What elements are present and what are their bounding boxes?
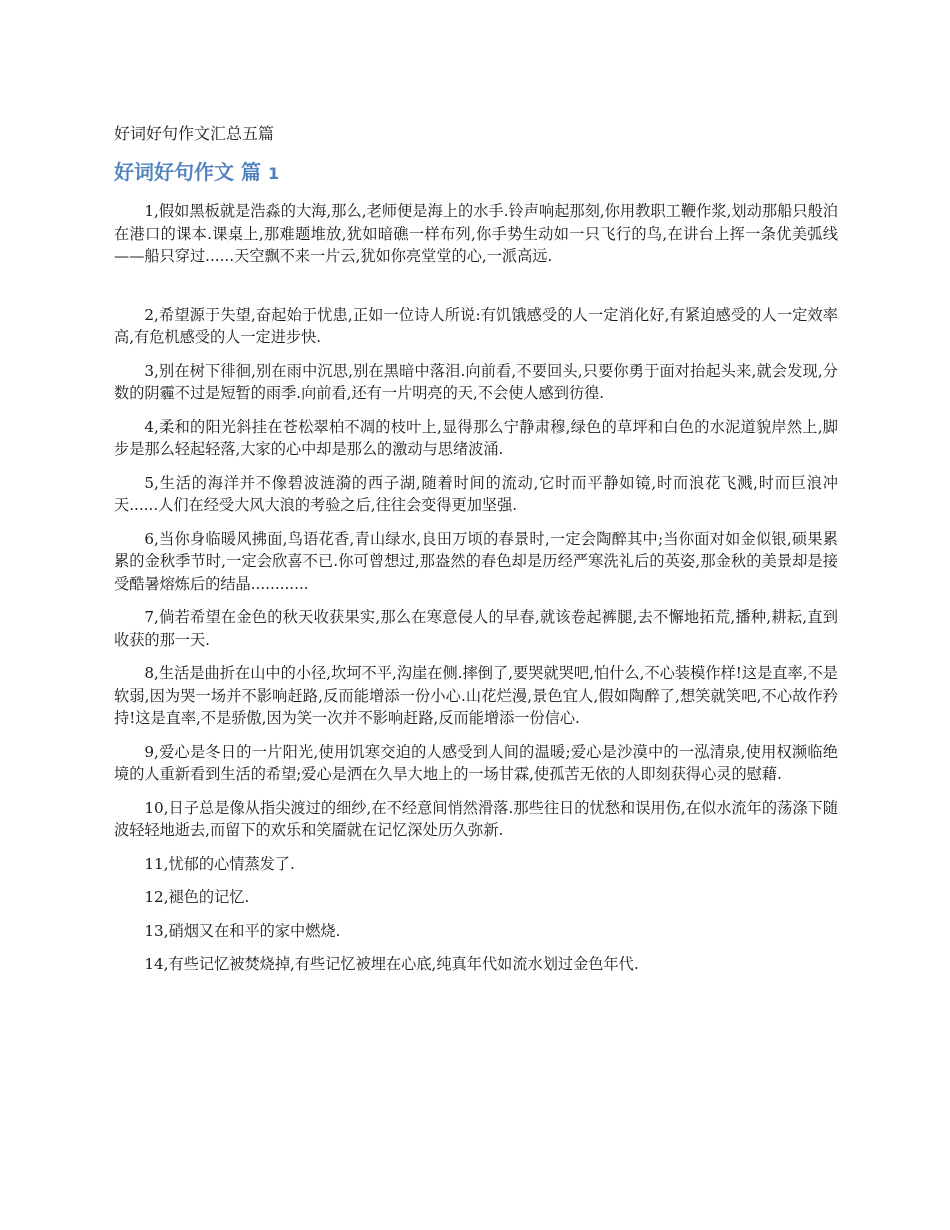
paragraph: 10,日子总是像从指尖渡过的细纱,在不经意间悄然滑落.那些往日的忧愁和误用伤,在似水流年的荡涤下随波轻轻地逝去,而留下的欢乐和笑靥就在记忆深处历久弥新. [114,798,838,839]
paragraph: 5,生活的海洋并不像碧波涟漪的西子湖,随着时间的流动,它时而平静如镜,时而浪花飞溅,时而巨浪冲天......人们在经受大风大浪的考验之后,往往会变得更加坚强. [114,473,838,514]
paragraph: 8,生活是曲折在山中的小径,坎坷不平,沟崖在侧.摔倒了,要哭就哭吧,怕什么,不心装模作样!这是直率,不是软弱,因为哭一场并不影响赶路,反而能增添一份小心.山花烂漫,景色宜人,假如陶醉了,想笑就笑吧,不心故作矜持!这是直率,不是骄傲,因为笑一次并不影响赶路,反而能增添一份信心. [114,664,838,727]
paragraph: 13,硝烟又在和平的家中燃烧. [144,921,341,940]
paragraph: 11,忧郁的心情蒸发了. [144,854,295,873]
document-title: 好词好句作文汇总五篇 [114,124,275,143]
paragraph: 9,爱心是冬日的一片阳光,使用饥寒交迫的人感受到人间的温暖;爱心是沙漠中的一泓清泉,使用权濒临绝境的人重新看到生活的希望;爱心是洒在久旱大地上的一场甘霖,使孤苦无依的人即刻获得心灵的慰藉. [114,742,838,783]
paragraph: 6,当你身临暖风拂面,鸟语花香,青山绿水,良田万顷的春景时,一定会陶醉其中;当你面对如金似银,硕果累累的金秋季节时,一定会欣喜不已.你可曾想过,那盎然的春色却是历经严寒洗礼后的英姿,那金秋的美景却是接受酷暑熔炼后的结晶............ [114,529,838,593]
paragraph: 1,假如黑板就是浩淼的大海,那么,老师便是海上的水手.铃声响起那刻,你用教职工鞭作浆,划动那船只般泊在港口的课本.课桌上,那难题堆放,犹如暗礁一样布列,你手势生动如一只飞行的鸟,在讲台上挥一条优美弧线——船只穿过......天空飘不来一片云,犹如你亮堂堂的心,一派高远. [114,202,838,265]
paragraph: 4,柔和的阳光斜挂在苍松翠柏不凋的枝叶上,显得那么宁静肃穆,绿色的草坪和白色的水泥道貌岸然上,脚步是那么轻起轻落,大家的心中却是那么的激动与思绪波涌. [114,417,838,458]
paragraph: 7,倘若希望在金色的秋天收获果实,那么在寒意侵人的早春,就该卷起裤腿,去不懈地拓荒,播种,耕耘,直到收获的那一天. [114,608,838,649]
section-heading-number: 1 [267,164,280,183]
paragraph: 14,有些记忆被焚烧掉,有些记忆被埋在心底,纯真年代如流水划过金色年代. [144,955,639,973]
section-heading [114,158,838,188]
document-page [114,122,838,987]
paragraph: 3,别在树下徘徊,别在雨中沉思,别在黑暗中落泪.向前看,不要回头,只要你勇于面对抬起头来,就会发现,分数的阴霾不过是短暂的雨季.向前看,还有一片明亮的天,不会使人感到彷徨. [114,361,838,402]
paragraph: 2,希望源于失望,奋起始于忧患,正如一位诗人所说:有饥饿感受的人一定消化好,有紧迫感受的人一定效率高,有危机感受的人一定进步快. [114,305,838,346]
paragraph: 12,褪色的记忆. [144,888,250,906]
section-heading-text: 好词好句作文 篇 [114,160,261,184]
